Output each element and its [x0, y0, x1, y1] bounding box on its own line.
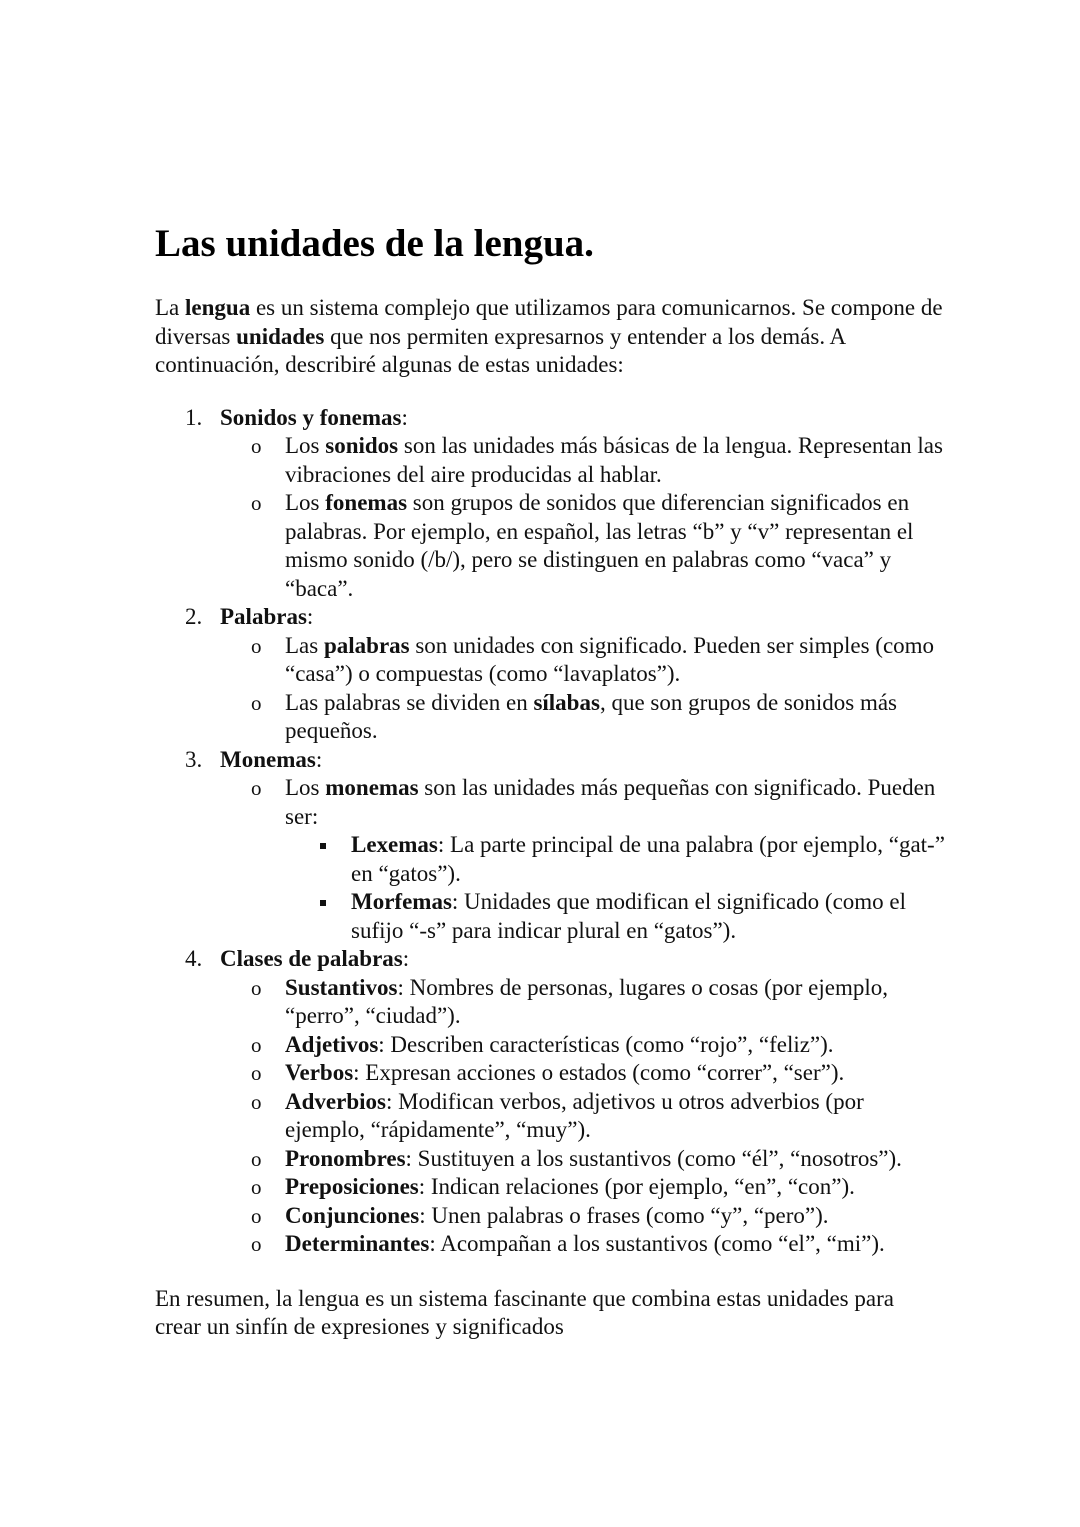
section-heading: Clases de palabras:: [220, 946, 410, 971]
section-monemas: [155, 746, 945, 946]
section-sublist: [220, 974, 945, 1259]
intro-paragraph: [155, 294, 945, 380]
nested-sublist: [285, 831, 945, 945]
nested-list-item: Lexemas: La parte principal de una palabra (por ejemplo, “gat-” en “gatos”).: [285, 831, 945, 888]
section-number: 3.: [185, 746, 203, 772]
section-heading: Palabras:: [220, 604, 314, 629]
circle-bullet-icon: o: [251, 776, 262, 800]
page-title: Las unidades de la lengua.: [155, 222, 594, 265]
intro-bold-term: unidades: [236, 323, 325, 349]
list-item: o Determinantes: Acompañan a los sustantivos (como “el”, “mi”).: [220, 1230, 945, 1259]
square-bullet-icon: [320, 843, 326, 849]
intro-text: La: [155, 295, 186, 320]
section-sublist: [220, 774, 945, 945]
list-item: o Verbos: Expresan acciones o estados (como “correr”, “ser”).: [220, 1059, 945, 1088]
section-heading: Sonidos y fonemas:: [220, 404, 408, 430]
section-number: 4.: [185, 946, 203, 971]
nested-list-item: Morfemas: Unidades que modifican el significado (como el sufijo “-s” para indicar plural en “gatos”).: [285, 888, 945, 945]
circle-bullet-icon: o: [251, 1175, 262, 1199]
section-sublist: [220, 632, 945, 746]
document-page: [155, 218, 945, 1342]
section-palabras: [155, 603, 945, 746]
circle-bullet-icon: o: [251, 690, 262, 715]
circle-bullet-icon: o: [251, 633, 262, 658]
circle-bullet-icon: o: [251, 491, 262, 515]
circle-bullet-icon: o: [251, 1232, 262, 1256]
section-sonidos-fonemas: [155, 404, 945, 604]
section-heading: Monemas:: [220, 746, 323, 772]
circle-bullet-icon: o: [251, 1061, 262, 1085]
circle-bullet-icon: o: [251, 434, 262, 458]
list-item: o Sustantivos: Nombres de personas, lugares o cosas (por ejemplo, “perro”, “ciudad”).: [251, 974, 889, 1028]
list-item: o Las palabras son unidades con significado. Pueden ser simples (como “casa”) o compuestas (como “lavaplatos”).: [251, 632, 935, 686]
section-clases-de-palabras: [155, 945, 945, 1259]
circle-bullet-icon: o: [251, 1089, 262, 1114]
summary-paragraph: En resumen, la lengua es un sistema fascinante que combina estas unidades para crear un sinfín de expresiones y significados: [155, 1285, 894, 1339]
list-item: o Adverbios: Modifican verbos, adjetivos u otros adverbios (por ejemplo, “rápidamente”, “muy”).: [251, 1088, 864, 1142]
list-item: o Los monemas son las unidades más pequeñas con significado. Pueden ser: Lexemas: La parte principal de una palabra (por ejemplo, “gat-” en “gatos”). Morfemas: Unidades que modifican el significado (como el sufijo “-s” para indicar plural en “gatos”).: [220, 774, 945, 945]
section-number: 1.: [185, 404, 203, 430]
list-item: o Los sonidos son las unidades más básicas de la lengua. Representan las vibraciones del aire producidas al hablar.: [251, 433, 943, 487]
units-list: [155, 404, 945, 1259]
list-item: o Los fonemas son grupos de sonidos que diferencian significados en palabras. Por ejemplo, en español, las letras “b” y “v” representan el mismo sonido (/b/), pero se distinguen en palabras como “vaca” y “baca”.: [251, 490, 914, 601]
circle-bullet-icon: o: [251, 975, 262, 1000]
circle-bullet-icon: o: [251, 1032, 262, 1057]
circle-bullet-icon: o: [251, 1203, 262, 1228]
section-sublist: [220, 432, 945, 603]
list-item: o Conjunciones: Unen palabras o frases (como “y”, “pero”).: [220, 1202, 945, 1231]
list-item: o Adjetivos: Describen características (como “rojo”, “feliz”).: [220, 1031, 945, 1060]
section-number: 2.: [185, 604, 203, 629]
list-item: o Pronombres: Sustituyen a los sustantivos (como “él”, “nosotros”).: [220, 1145, 945, 1174]
list-item: o Preposiciones: Indican relaciones (por ejemplo, “en”, “con”).: [220, 1173, 945, 1202]
intro-text: que nos permiten expresarnos y entender a los demás. A continuación, describiré algunas de estas unidades:: [155, 323, 845, 377]
circle-bullet-icon: o: [251, 1146, 262, 1171]
intro-text: es un sistema complejo que utilizamos para comunicarnos. Se compone de diversas: [155, 295, 943, 349]
intro-bold-term: lengua: [185, 295, 251, 320]
list-item: o Las palabras se dividen en sílabas, que son grupos de sonidos más pequeños.: [251, 689, 898, 743]
square-bullet-icon: [320, 900, 326, 906]
